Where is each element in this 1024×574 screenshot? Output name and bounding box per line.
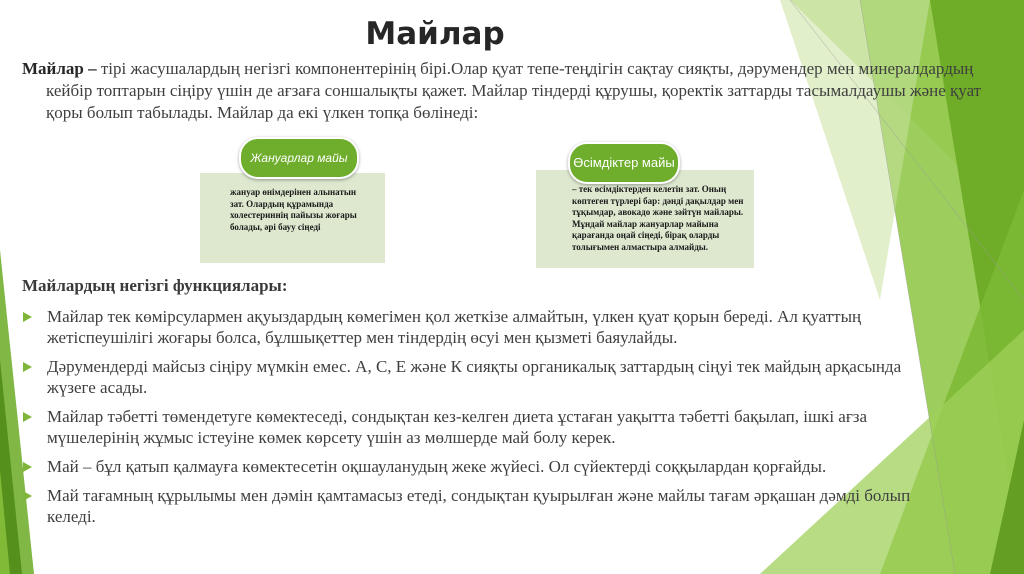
plant-fats-description: – тек өсімдіктерден келетін зат. Оның көптеген түрлері бар: дәнді дақылдар мен тұқымдар, авокадо және зәйтүн майлары. Мұндай майлар жануарлар майына қарағанда оңай сіңеді, бірақ оларды толығымен алмастыра алмайды. — [572, 184, 744, 252]
functions-heading: Майлардың негізгі функциялары: — [22, 276, 288, 295]
animal-fats-description: жануар өнімдерінен алынатын зат. Олардың құрамында холестериннің пайызы жоғары болады, әрі бауу сіңеді — [230, 187, 357, 232]
list-item — [22, 356, 932, 398]
intro-paragraph — [22, 58, 1001, 124]
plant-fats-label-text: Өсімдіктер майы — [573, 155, 675, 170]
list-item — [22, 406, 932, 448]
list-item — [22, 306, 932, 348]
list-item — [22, 485, 932, 527]
list-item — [22, 456, 932, 477]
plant-fats-description-box — [536, 170, 754, 268]
triangle-bullet-icon — [23, 312, 32, 322]
triangle-bullet-icon — [23, 462, 32, 472]
intro-text: тірі жасушалардың негізгі компонентерінің бірі.Олар қуат тепе-теңдігін сақтау сияқты, дәрумендер мен минералдардың кейбір топтарын сіңіру үшін де ағзаға соншалықты қажет. Майлар тіндерді құрушы, қоректік заттарды тасымалдаушы және қуат қоры болып табылады. Майлар да екі үлкен топқа бөлінеді: — [46, 59, 982, 122]
list-item-text: Майлар тәбетті төмендетуге көмектеседі, сондықтан кез-келген диета ұстаған уақытта тәбетті бақылап, ішкі ағза мүшелерінің жұмыс істеуіне көмек көрсету үшін аз мөлшерде май болу керек. — [47, 407, 868, 447]
slide-title: Майлар — [365, 16, 505, 52]
triangle-bullet-icon — [23, 491, 32, 501]
list-item-text: Дәрумендерді майсыз сіңіру мүмкін емес. А, С, Е және К сияқты органикалық заттардың сіңуі тек майдың арқасында жүзеге асады. — [47, 357, 902, 397]
animal-fats-label — [239, 137, 359, 179]
triangle-bullet-icon — [23, 362, 32, 372]
list-item-text: Май тағамның құрылымы мен дәмін қамтамасыз етеді, сондықтан қуырылған және майлы тағам әрқашан дәмді болып келеді. — [47, 486, 911, 526]
list-item-text: Май – бұл қатып қалмауға көмектесетін оқшауланудың жеке жүйесі. Ол сүйектерді соққылардан қорғайды. — [47, 457, 827, 476]
triangle-bullet-icon — [23, 412, 32, 422]
animal-fats-label-text: Жануарлар майы — [250, 151, 348, 165]
functions-list — [22, 306, 932, 535]
list-item-text: Майлар тек көмірсулармен ақуыздардың көмегімен қол жеткізе алмайтын, үлкен қуат қорын береді. Ал қуаттың жетіспеушілігі жоғары болса, бұлшықеттер мен тіндердің өсуі мен қызметі баяулайды. — [47, 307, 862, 347]
plant-fats-label — [568, 142, 680, 184]
intro-lead: Майлар – — [22, 59, 97, 78]
animal-fats-description-box — [200, 173, 385, 263]
